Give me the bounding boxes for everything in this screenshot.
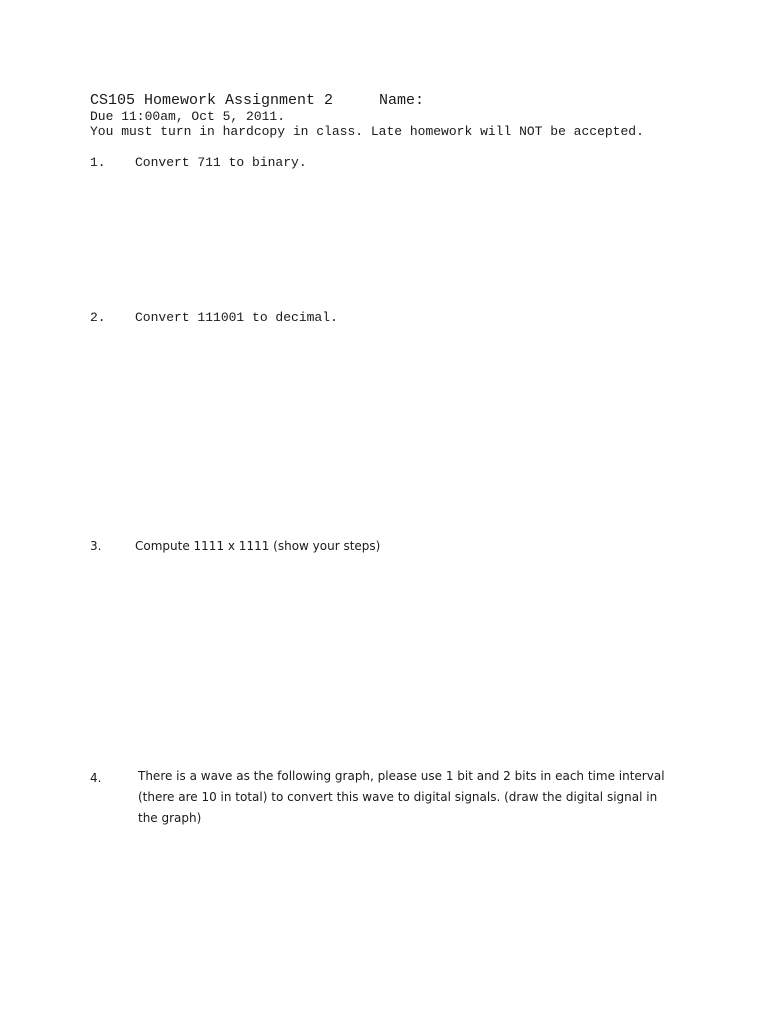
question-4-number: 4. (90, 771, 102, 785)
question-4-text: There is a wave as the following graph, please use 1 bit and 2 bits in each time interval (there are 10 in total) to convert this wave to digital signals. (draw the digital signal in the graph) (138, 769, 665, 825)
question-3-text: Compute 1111 x 1111 (show your steps) (135, 539, 381, 553)
question-1-text: Convert 711 to binary. (135, 155, 307, 170)
question-2-number: 2. (90, 310, 106, 325)
submission-notice: You must turn in hardcopy in class. Late homework will NOT be accepted. (90, 124, 644, 139)
document-title: CS105 Homework Assignment 2 (90, 92, 334, 109)
due-date: Due 11:00am, Oct 5, 2011. (90, 109, 286, 124)
name-label: Name: (379, 92, 425, 109)
question-1-number: 1. (90, 155, 106, 170)
question-2-text: Convert 111001 to decimal. (135, 310, 338, 325)
document-title-line (90, 91, 425, 110)
question-3-number: 3. (90, 539, 102, 553)
